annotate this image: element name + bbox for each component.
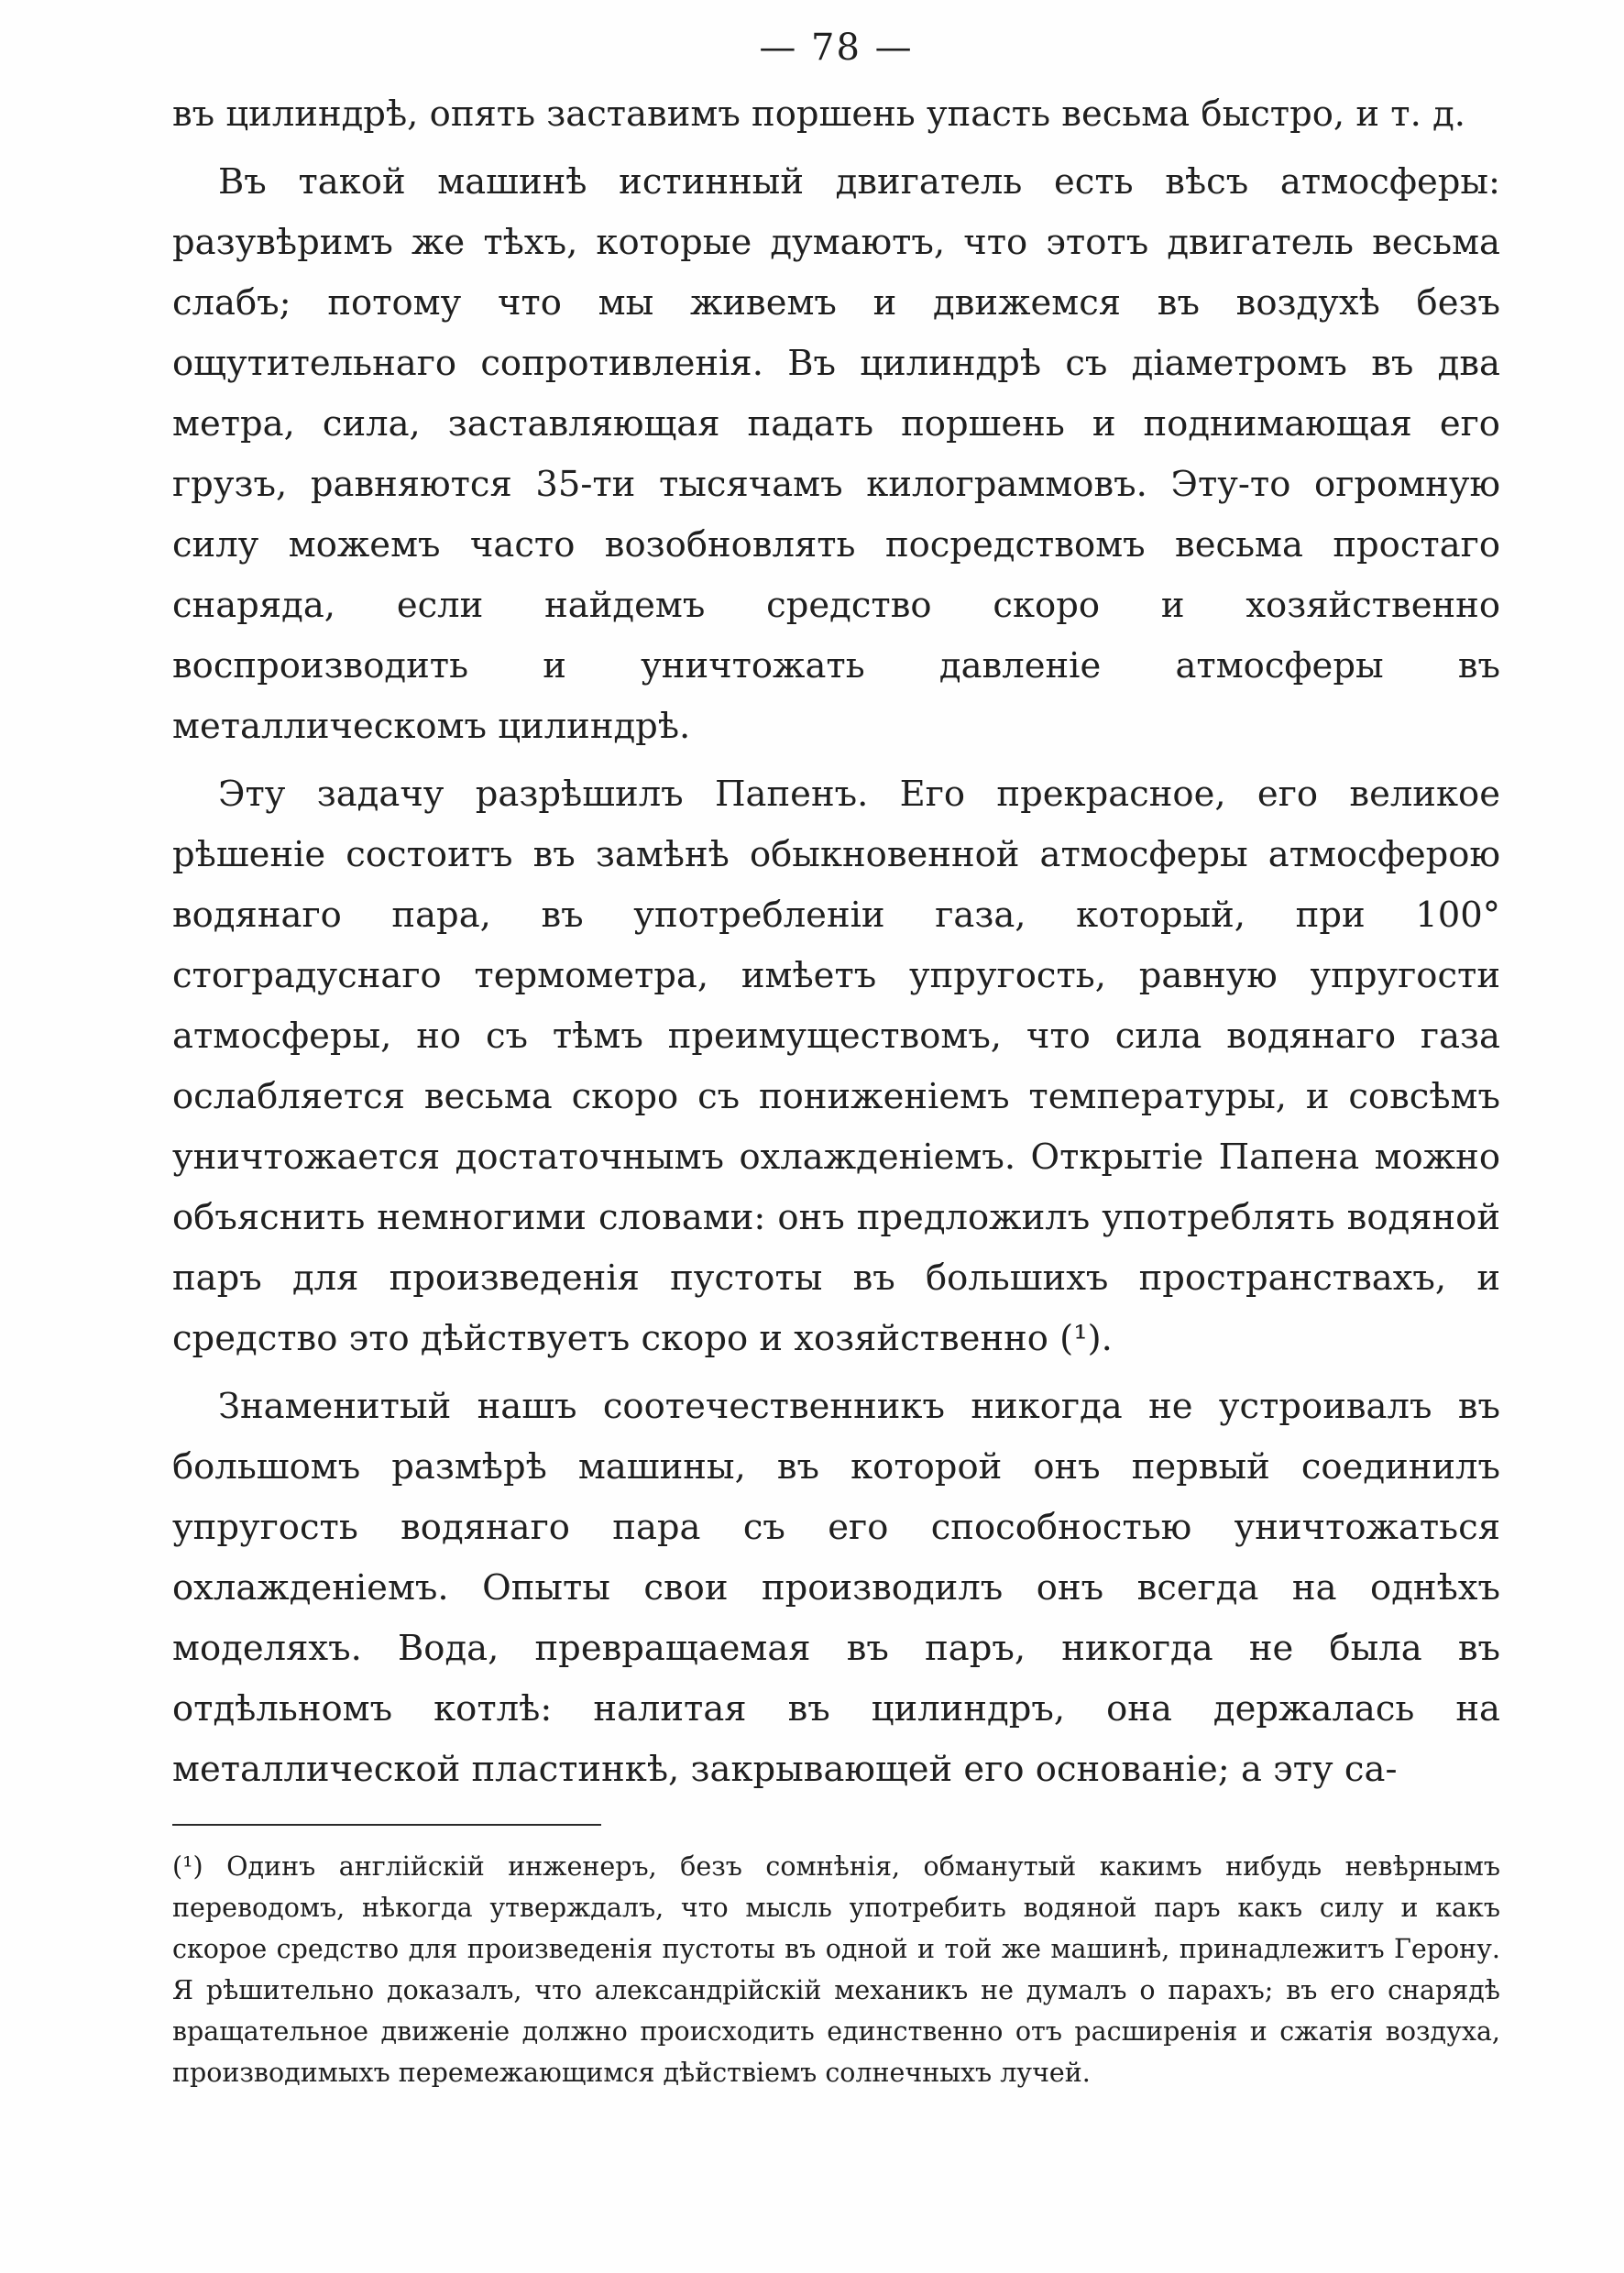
paragraph-2: Въ такой машинѣ истинный двигатель есть вѣсъ атмосферы: разувѣримъ же тѣхъ, которые думаютъ, что этотъ двигатель весьма слабъ; потому что мы живемъ и движемся въ воздухѣ безъ ощутительнаго сопротивленія. Въ цилиндрѣ съ діаметромъ въ два метра, сила, заставляющая падать поршень и поднимающая его грузъ, равняются 35-ти тысячамъ килограммовъ. Эту-то огромную силу можемъ часто возобновлять посредствомъ весьма простаго снаряда, если найдемъ средство скоро и хозяйственно воспроизводить и уничтожать давленіе атмосферы въ металлическомъ цилиндрѣ. [172, 161, 1500, 747]
footnote: (¹) Одинъ англійскій инженеръ, безъ сомнѣнія, обманутый какимъ нибудь невѣрнымъ переводомъ, нѣкогда утверждалъ, что мысль употребить водяной паръ какъ силу и какъ скорое средство для произведенія пустоты въ одной и той же машинѣ, принадлежитъ Герону. Я рѣшительно доказалъ, что александрійскій механикъ не думалъ о парахъ; въ его снарядѣ вращательное движеніе должно происходить единственно отъ расширенія и сжатія воздуха, производимыхъ перемежающимся дѣйствіемъ солнечныхъ лучей. [172, 1851, 1500, 2088]
paragraph-1: въ цилиндрѣ, опять заставимъ поршень упасть весьма быстро, и т. д. [172, 93, 1466, 135]
footnote-divider [172, 1824, 601, 1826]
paragraph-3: Эту задачу разрѣшилъ Папенъ. Его прекрасное, его великое рѣшеніе состоитъ въ замѣнѣ обыкновенной атмосферы атмосферою водянаго пара, въ употребленіи газа, который, при 100° стоградуснаго термометра, имѣетъ упругость, равную упругости атмосферы, но съ тѣмъ преимуществомъ, что сила водянаго газа ослабляется весьма скоро съ пониженіемъ температуры, и совсѣмъ уничтожается достаточнымъ охлажденіемъ. Открытіе Папена можно объяснить немногими словами: онъ предложилъ употреблять водяной паръ для произведенія пустоты въ большихъ пространствахъ, и средство это дѣйствуетъ скоро и хозяйственно (¹). [172, 774, 1500, 1359]
main-text [172, 84, 1500, 1800]
paragraph-4: Знаменитый нашъ соотечественникъ никогда не устроивалъ въ большомъ размѣрѣ машины, въ которой онъ первый соединилъ упругость водянаго пара съ его способностью уничтожаться охлажденіемъ. Опыты свои производилъ онъ всегда на однѣхъ моделяхъ. Вода, превращаемая въ паръ, никогда не была въ отдѣльномъ котлѣ: налитая въ цилиндръ, она держалась на металлической пластинкѣ, закрывающей его основаніе; а эту са- [172, 1386, 1500, 1790]
page-number: — 78 — [759, 27, 914, 69]
